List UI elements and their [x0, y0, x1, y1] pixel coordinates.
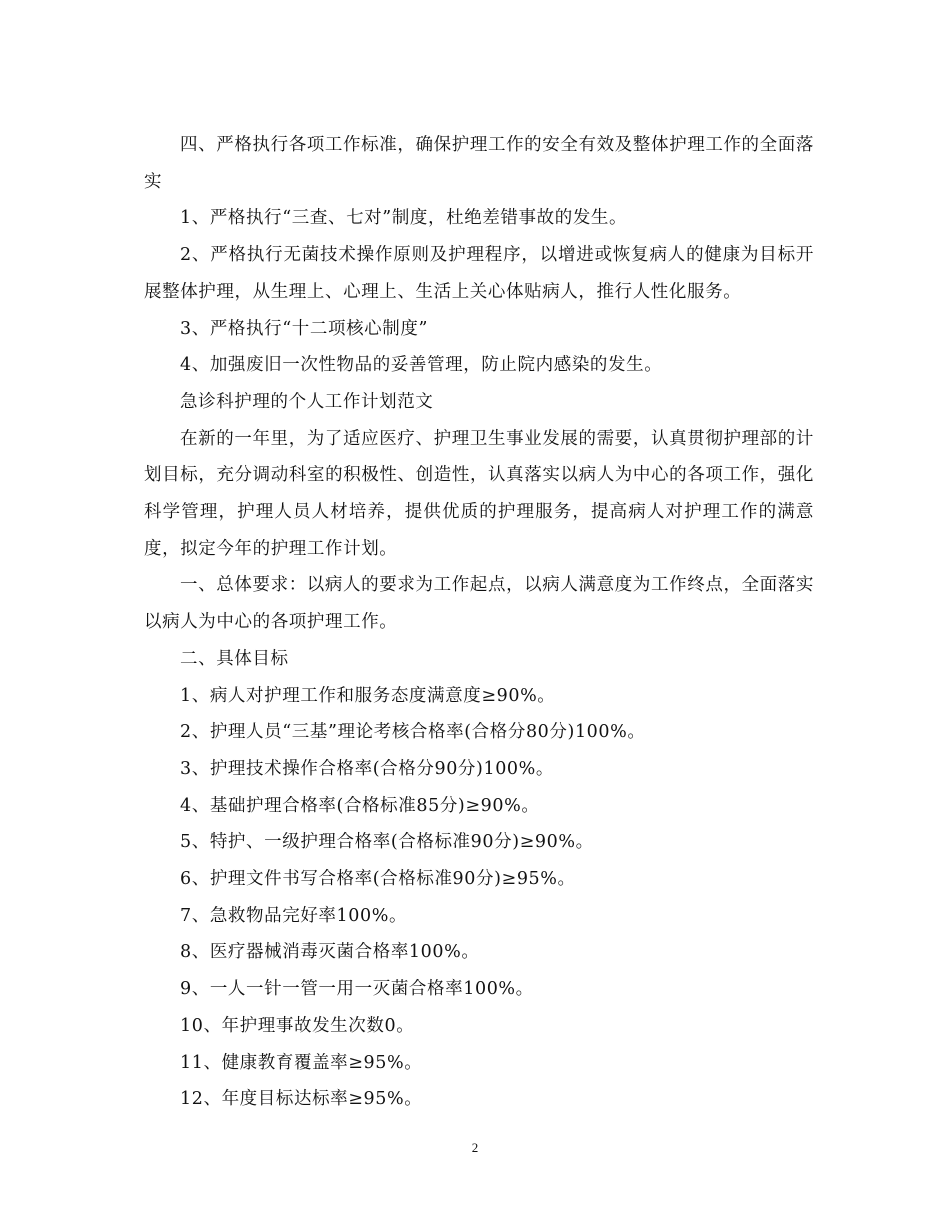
list-item: 2、严格执行无菌技术操作原则及护理程序，以增进或恢复病人的健康为目标开展整体护理，从生理上、心理上、生活上关心体贴病人，推行人性化服务。: [144, 245, 814, 302]
target-item: 8、医疗器械消毒灭菌合格率100%。: [180, 942, 480, 963]
target-item: 12、年度目标达标率≥95%。: [180, 1089, 423, 1110]
section-heading-2: 二、具体目标: [180, 648, 289, 669]
target-item: 1、病人对护理工作和服务态度满意度≥90%。: [180, 685, 556, 706]
target-item: 6、护理文件书写合格率(合格标准90分)≥95%。: [180, 869, 576, 890]
target-item: 4、基础护理合格率(合格标准85分)≥90%。: [180, 795, 540, 816]
target-item: 5、特护、一级护理合格率(合格标准90分)≥90%。: [180, 832, 594, 853]
document-subtitle: 急诊科护理的个人工作计划范文: [180, 391, 434, 412]
list-item: 3、严格执行“十二项核心制度”: [180, 318, 429, 339]
document-body: [144, 127, 814, 1118]
target-item: 2、护理人员“三基”理论考核合格率(合格分80分)100%。: [180, 722, 646, 743]
page-number: 2: [471, 1140, 479, 1155]
section-heading-4: 四、严格执行各项工作标准，确保护理工作的安全有效及整体护理工作的全面落实: [144, 135, 814, 192]
target-item: 7、急救物品完好率100%。: [180, 905, 408, 926]
target-item: 3、护理技术操作合格率(合格分90分)100%。: [180, 758, 554, 779]
list-item: 1、严格执行“三查、七对”制度，杜绝差错事故的发生。: [180, 208, 628, 229]
target-item: 10、年护理事故发生次数0。: [180, 1015, 415, 1036]
list-item: 4、加强废旧一次性物品的妥善管理，防止院内感染的发生。: [180, 355, 663, 376]
intro-paragraph: 在新的一年里，为了适应医疗、护理卫生事业发展的需要，认真贯彻护理部的计划目标，充分调动科室的积极性、创造性，认真落实以病人为中心的各项工作，强化科学管理，护理人员人材培养，提供优质的护理服务，提高病人对护理工作的满意度，拟定今年的护理工作计划。: [144, 428, 814, 559]
target-item: 9、一人一针一管一用一灭菌合格率100%。: [180, 979, 534, 1000]
target-item: 11、健康教育覆盖率≥95%。: [180, 1052, 423, 1073]
section-heading-1: 一、总体要求：以病人的要求为工作起点，以病人满意度为工作终点，全面落实以病人为中心的各项护理工作。: [144, 575, 814, 633]
